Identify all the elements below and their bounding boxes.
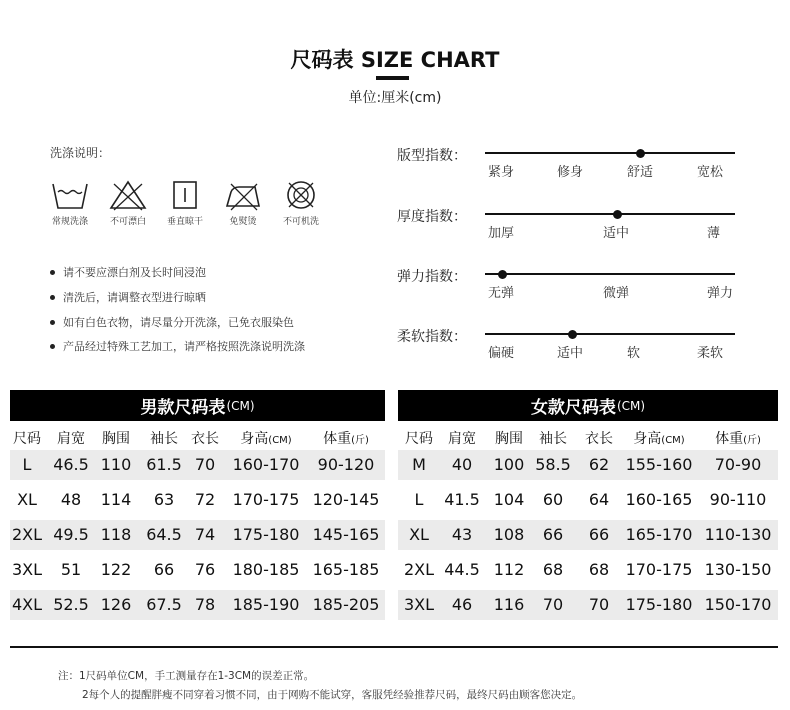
index-tick-label: 紧身 (488, 165, 515, 180)
bullet-icon (50, 344, 55, 349)
index-tick-label: 软 (627, 346, 641, 361)
column-header: 尺码 (405, 431, 433, 447)
table-cell: 104 (493, 490, 525, 509)
column-header: 衣长 (585, 431, 613, 447)
table-cell: 175-180 (625, 595, 693, 614)
table-cell: 44.5 (444, 560, 480, 579)
index-tick-label: 柔软 (697, 346, 724, 361)
no-machine-wash-icon (281, 178, 321, 212)
index-marker (498, 270, 507, 279)
table-row (398, 520, 778, 550)
table-cell: 90-110 (709, 490, 767, 509)
index-scale-line (485, 333, 735, 335)
column-header: 袖长 (539, 431, 567, 447)
table-cell: 62 (588, 455, 610, 474)
index-tick-label: 舒适 (627, 165, 654, 180)
line-dry-icon (165, 178, 205, 212)
table-cell: 175-180 (232, 525, 300, 544)
table-cell: 60 (542, 490, 564, 509)
index-tick-label: 宽松 (697, 165, 724, 180)
table-cell: 64.5 (146, 525, 182, 544)
wash-tub-icon (50, 178, 90, 212)
table-cell: 51 (60, 560, 82, 579)
index-scale-line (485, 152, 735, 154)
unit-label: 单位:厘米(cm) (348, 90, 442, 106)
table-cell: 170-175 (625, 560, 693, 579)
table-cell: L (22, 455, 32, 474)
column-header: 身高(CM) (633, 431, 685, 447)
column-header: 衣长 (191, 431, 219, 447)
table-cell: 52.5 (53, 595, 89, 614)
index-tick-label: 弹力 (707, 286, 734, 301)
table-cell: 63 (153, 490, 175, 509)
column-header: 体重(斤) (323, 431, 369, 447)
table-cell: 120-145 (312, 490, 380, 509)
column-unit: (CM) (268, 435, 292, 446)
table-cell: 155-160 (625, 455, 693, 474)
table-cell: 185-190 (232, 595, 300, 614)
table-cell: 61.5 (146, 455, 182, 474)
wash-icon-label: 垂直晾干 (166, 217, 203, 227)
table-row (10, 590, 385, 620)
care-note: 请不要应漂白剂及长时间浸泡 (50, 264, 206, 280)
table-cell: 4XL (11, 595, 43, 614)
bullet-icon (50, 320, 55, 325)
table-cell: L (414, 490, 424, 509)
table-cell: 160-170 (232, 455, 300, 474)
table-cell: 66 (542, 525, 564, 544)
table-cell: 108 (493, 525, 525, 544)
table-row (398, 450, 778, 480)
divider (10, 646, 778, 648)
table-cell: 130-150 (704, 560, 772, 579)
index-tick-label: 加厚 (488, 226, 515, 241)
index-label: 版型指数： (397, 148, 467, 164)
column-unit: (CM) (661, 435, 685, 446)
no-iron-icon (223, 178, 263, 212)
table-cell: 68 (542, 560, 564, 579)
table-cell: 70 (194, 455, 216, 474)
index-tick-label: 无弹 (488, 286, 515, 301)
footnote: 2每个人的提醒胖瘦不同穿着习惯不同，由于网购不能试穿，客服凭经验推荐尺码，最终尺码由顾客您决定。 (82, 689, 583, 701)
table-cell: 41.5 (444, 490, 480, 509)
index-scale-line (485, 273, 735, 275)
table-cell: 145-165 (312, 525, 380, 544)
table-cell: 70 (588, 595, 610, 614)
table-cell: XL (409, 525, 429, 544)
table-cell: 66 (153, 560, 175, 579)
table-cell: 78 (194, 595, 216, 614)
no-bleach-icon (108, 178, 148, 212)
table-cell: 70-90 (714, 455, 762, 474)
table-cell: 58.5 (535, 455, 571, 474)
table-cell: XL (17, 490, 37, 509)
index-tick-label: 微弹 (603, 286, 630, 301)
table-row (10, 520, 385, 550)
table-cell: 110-130 (704, 525, 772, 544)
women-table-title: 女款尺码表 (CM) (398, 390, 778, 421)
table-cell: 150-170 (704, 595, 772, 614)
table-cell: 180-185 (232, 560, 300, 579)
table-cell: 49.5 (53, 525, 89, 544)
column-unit: (斤) (743, 435, 761, 446)
table-cell: 70 (542, 595, 564, 614)
column-header: 体重(斤) (715, 431, 761, 447)
table-row (398, 555, 778, 585)
column-header: 肩宽 (57, 431, 85, 447)
table-cell: 2XL (11, 525, 43, 544)
table-cell: 2XL (403, 560, 435, 579)
table-cell: 46.5 (53, 455, 89, 474)
column-unit: (斤) (351, 435, 369, 446)
women-table-header (398, 428, 778, 448)
wash-icon-label: 不可漂白 (109, 217, 146, 227)
table-cell: 100 (493, 455, 525, 474)
index-tick-label: 偏硬 (488, 346, 515, 361)
wash-icon-label: 常规洗涤 (51, 217, 88, 227)
index-label: 弹力指数： (397, 269, 467, 285)
index-label: 柔软指数： (397, 329, 467, 345)
table-cell: 114 (100, 490, 132, 509)
table-cell: 118 (100, 525, 132, 544)
table-cell: 165-185 (312, 560, 380, 579)
table-cell: 126 (100, 595, 132, 614)
men-table-header (10, 428, 385, 448)
table-cell: 122 (100, 560, 132, 579)
table-cell: 64 (588, 490, 610, 509)
column-header: 身高(CM) (240, 431, 292, 447)
column-header: 袖长 (150, 431, 178, 447)
footnote: 注：1尺码单位CM，手工测量存在1-3CM的误差正常。 (58, 670, 315, 682)
column-header: 胸围 (102, 431, 130, 447)
page-title: 尺码表 SIZE CHART (290, 48, 500, 72)
table-cell: 76 (194, 560, 216, 579)
index-tick-label: 适中 (603, 226, 630, 241)
table-cell: 67.5 (146, 595, 182, 614)
table-row (398, 485, 778, 515)
table-cell: 112 (493, 560, 525, 579)
table-cell: M (412, 455, 426, 474)
table-cell: 185-205 (312, 595, 380, 614)
table-row (10, 555, 385, 585)
table-cell: 160-165 (625, 490, 693, 509)
table-cell: 110 (100, 455, 132, 474)
table-cell: 74 (194, 525, 216, 544)
table-cell: 66 (588, 525, 610, 544)
table-cell: 3XL (403, 595, 435, 614)
care-note: 清洗后，请调整衣型进行晾晒 (50, 289, 206, 305)
table-row (10, 485, 385, 515)
index-marker (568, 330, 577, 339)
table-cell: 3XL (11, 560, 43, 579)
table-cell: 72 (194, 490, 216, 509)
men-table-title: 男款尺码表 (CM) (10, 390, 385, 421)
wash-icon-label: 不可机洗 (282, 217, 319, 227)
index-label: 厚度指数： (397, 209, 467, 225)
table-cell: 116 (493, 595, 525, 614)
table-cell: 48 (60, 490, 82, 509)
column-header: 肩宽 (448, 431, 476, 447)
care-note: 如有白色衣物，请尽量分开洗涤，已免衣服染色 (50, 314, 294, 330)
column-header: 尺码 (13, 431, 41, 447)
index-marker (613, 210, 622, 219)
table-cell: 68 (588, 560, 610, 579)
table-cell: 90-120 (317, 455, 375, 474)
table-cell: 165-170 (625, 525, 693, 544)
index-tick-label: 修身 (557, 165, 584, 180)
index-tick-label: 薄 (707, 226, 721, 241)
table-cell: 43 (451, 525, 473, 544)
table-cell: 46 (451, 595, 473, 614)
table-cell: 170-175 (232, 490, 300, 509)
index-tick-label: 适中 (557, 346, 584, 361)
care-note: 产品经过特殊工艺加工，请严格按照洗涤说明洗涤 (50, 338, 305, 354)
bullet-icon (50, 270, 55, 275)
index-scale-line (485, 213, 735, 215)
column-header: 胸围 (495, 431, 523, 447)
table-cell: 40 (451, 455, 473, 474)
wash-instructions-title: 洗涤说明： (50, 146, 111, 160)
index-marker (636, 149, 645, 158)
wash-icon-label: 免熨烫 (229, 217, 257, 227)
bullet-icon (50, 295, 55, 300)
table-row (398, 590, 778, 620)
table-row (10, 450, 385, 480)
title-underline (376, 76, 409, 80)
